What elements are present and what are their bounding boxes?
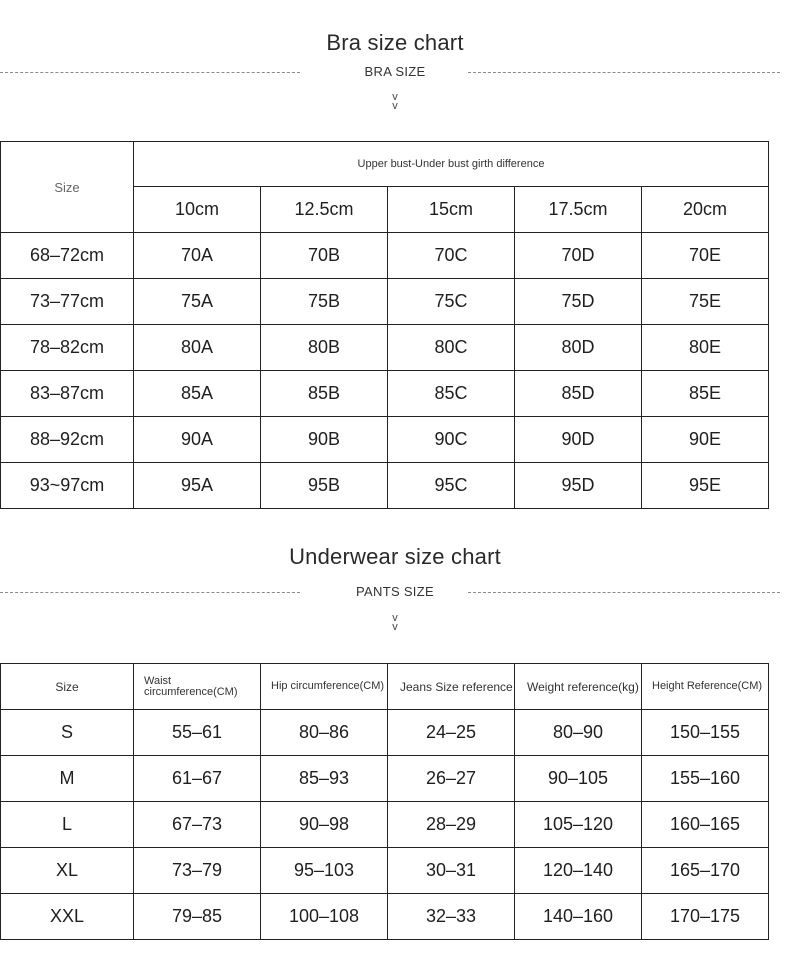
cup-column-header: 10cm [134, 187, 261, 233]
table-row [1, 463, 769, 509]
cup-column-header: 12.5cm [261, 187, 388, 233]
bra-size-cell: 80C [388, 325, 515, 371]
waist-cell: 73–79 [134, 848, 261, 894]
cup-column-header: 17.5cm [515, 187, 642, 233]
size-corner-label: Size [1, 142, 134, 233]
jeans-cell: 24–25 [388, 710, 515, 756]
bra-size-cell: 70E [642, 233, 769, 279]
size-cell: L [1, 802, 134, 848]
hip-cell: 90–98 [261, 802, 388, 848]
bra-size-cell: 85B [261, 371, 388, 417]
pants-subtitle: PANTS SIZE [356, 584, 434, 599]
hip-cell: 85–93 [261, 756, 388, 802]
hip-cell: 95–103 [261, 848, 388, 894]
bra-size-cell: 70A [134, 233, 261, 279]
table-row [1, 848, 769, 894]
table-row [1, 710, 769, 756]
size-column-header: Size [1, 664, 134, 710]
jeans-cell: 30–31 [388, 848, 515, 894]
bra-size-cell: 80D [515, 325, 642, 371]
bra-size-cell: 95A [134, 463, 261, 509]
bra-size-cell: 75B [261, 279, 388, 325]
bra-size-cell: 75E [642, 279, 769, 325]
bra-size-cell: 85C [388, 371, 515, 417]
table-row [1, 894, 769, 940]
height-cell: 160–165 [642, 802, 769, 848]
table-row [1, 802, 769, 848]
underbust-range: 73–77cm [1, 279, 134, 325]
pants-size-table [0, 663, 769, 940]
bra-size-table [0, 141, 769, 509]
bra-size-cell: 80E [642, 325, 769, 371]
weight-cell: 120–140 [515, 848, 642, 894]
size-cell: XXL [1, 894, 134, 940]
cup-column-header: 20cm [642, 187, 769, 233]
waist-cell: 79–85 [134, 894, 261, 940]
bra-size-cell: 80A [134, 325, 261, 371]
bra-size-cell: 95C [388, 463, 515, 509]
underbust-range: 68–72cm [1, 233, 134, 279]
chevron-down-icon: v v [392, 612, 398, 633]
table-row [1, 233, 769, 279]
bra-chart-title: Bra size chart [326, 30, 464, 55]
bra-size-cell: 90D [515, 417, 642, 463]
table-row [1, 279, 769, 325]
bra-size-cell: 75A [134, 279, 261, 325]
jeans-cell: 32–33 [388, 894, 515, 940]
bra-size-cell: 70D [515, 233, 642, 279]
waist-column-header: Waist circumference(CM) [134, 664, 261, 710]
height-cell: 150–155 [642, 710, 769, 756]
underbust-range: 93~97cm [1, 463, 134, 509]
pants-divider [0, 584, 790, 600]
underwear-chart-title: Underwear size chart [289, 544, 501, 569]
dashed-rule [468, 592, 780, 593]
size-cell: S [1, 710, 134, 756]
bra-size-cell: 85D [515, 371, 642, 417]
weight-cell: 140–160 [515, 894, 642, 940]
chevron-down-icon: v v [392, 91, 398, 112]
cup-column-header: 15cm [388, 187, 515, 233]
hip-cell: 80–86 [261, 710, 388, 756]
height-cell: 155–160 [642, 756, 769, 802]
bra-size-cell: 85E [642, 371, 769, 417]
waist-cell: 61–67 [134, 756, 261, 802]
weight-column-header: Weight reference(kg) [515, 664, 642, 710]
bra-size-cell: 90C [388, 417, 515, 463]
bra-size-cell: 75C [388, 279, 515, 325]
girth-difference-header: Upper bust-Under bust girth difference [134, 142, 769, 187]
bra-size-cell: 90E [642, 417, 769, 463]
weight-cell: 105–120 [515, 802, 642, 848]
bra-size-cell: 70C [388, 233, 515, 279]
underbust-range: 78–82cm [1, 325, 134, 371]
waist-cell: 55–61 [134, 710, 261, 756]
dashed-rule [468, 72, 780, 73]
jeans-cell: 26–27 [388, 756, 515, 802]
bra-size-cell: 85A [134, 371, 261, 417]
bra-size-cell: 95E [642, 463, 769, 509]
bra-size-cell: 75D [515, 279, 642, 325]
underbust-range: 88–92cm [1, 417, 134, 463]
size-cell: M [1, 756, 134, 802]
height-cell: 170–175 [642, 894, 769, 940]
table-row [1, 325, 769, 371]
height-column-header: Height Reference(CM) [642, 664, 769, 710]
weight-cell: 80–90 [515, 710, 642, 756]
bra-divider [0, 64, 790, 80]
weight-cell: 90–105 [515, 756, 642, 802]
bra-size-cell: 95D [515, 463, 642, 509]
bra-size-cell: 70B [261, 233, 388, 279]
height-cell: 165–170 [642, 848, 769, 894]
table-row [1, 756, 769, 802]
underbust-range: 83–87cm [1, 371, 134, 417]
bra-size-cell: 95B [261, 463, 388, 509]
hip-column-header: Hip circumference(CM) [261, 664, 388, 710]
waist-cell: 67–73 [134, 802, 261, 848]
jeans-cell: 28–29 [388, 802, 515, 848]
bra-size-cell: 90B [261, 417, 388, 463]
bra-size-cell: 90A [134, 417, 261, 463]
table-row [1, 417, 769, 463]
size-cell: XL [1, 848, 134, 894]
bra-size-cell: 80B [261, 325, 388, 371]
bra-subtitle: BRA SIZE [364, 64, 426, 79]
hip-cell: 100–108 [261, 894, 388, 940]
jeans-column-header: Jeans Size reference [388, 664, 515, 710]
table-row [1, 371, 769, 417]
